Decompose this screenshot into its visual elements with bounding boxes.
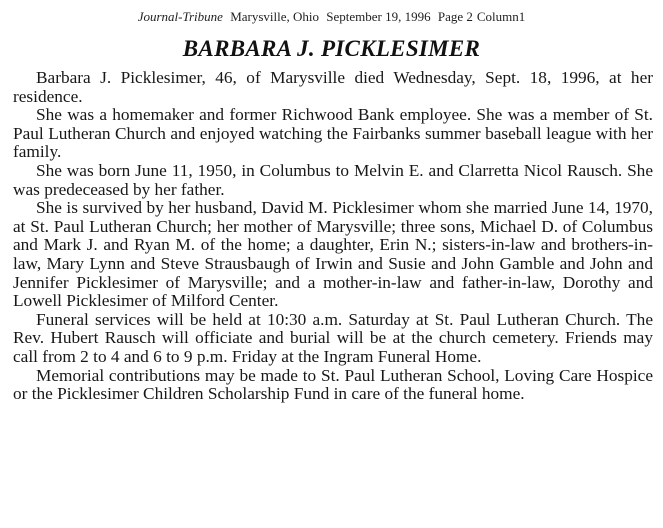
column-number: Column1 [476,9,526,24]
publication-location: Marysville, Ohio [230,9,320,24]
paragraph-services: Funeral services will be held at 10:30 a.m. Saturday at St. Paul Lutheran Church. The Rev. Hubert Rausch will officiate and burial will be at the church cemetery. Friends may call from 2 to 4 and 6 to 9 p.m. Friday at the Ingram Funeral Home. [13,309,653,366]
paragraph-birth: She was born June 11, 1950, in Columbus to Melvin E. and Clarretta Nicol Rausch. She was predeceased by her father. [13,160,653,199]
page-number: Page 2 [437,9,473,24]
clipping-header [0,9,663,25]
paragraph-survivors: She is survived by her husband, David M. Picklesimer whom she married June 14, 1970, at St. Paul Lutheran Church; her mother of Marysville; three sons, Michael D. of Columbus and Mark J. and Ryan M. of the home; a daughter, Erin N.; sisters-in-law and brothers-in-law, Mary Lynn and Steve Strausbaugh of Irwin and Susie and John Gamble and John and Jennifer Picklesimer of Marysville; and a mother-in-law and father-in-law, Dorothy and Lowell Picklesimer of Milford Center. [13,198,653,311]
paragraph-occupation: She was a homemaker and former Richwood Bank employee. She was a member of St. Paul Lutheran Church and enjoyed watching the Fairbanks summer baseball league with her family. [13,105,653,162]
obituary-body [13,69,653,404]
obituary-title: BARBARA J. PICKLESIMER [182,36,481,61]
paragraph-death-notice: Barbara J. Picklesimer, 46, of Marysville died Wednesday, Sept. 18, 1996, at her residence. [13,68,653,106]
publication-name: Journal-Tribune [137,9,223,24]
paragraph-memorials: Memorial contributions may be made to St. Paul Lutheran School, Loving Care Hospice or the Picklesimer Children Scholarship Fund in care of the funeral home. [13,365,653,404]
publication-date: September 19, 1996 [326,9,431,24]
